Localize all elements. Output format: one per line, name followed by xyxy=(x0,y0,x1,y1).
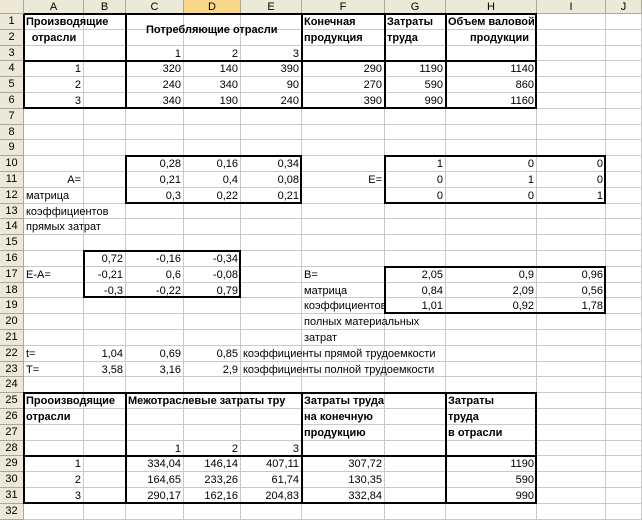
cell-e11[interactable]: 0,08 xyxy=(277,174,299,186)
cell-c29[interactable]: 334,04 xyxy=(147,458,181,471)
cell-a25[interactable]: Прооизводящие xyxy=(26,395,116,408)
cell-a12[interactable]: матрица xyxy=(26,189,70,202)
cell-a14[interactable]: прямых затрат xyxy=(26,221,101,234)
row-header-19[interactable]: 19 xyxy=(0,298,24,314)
row-header-14[interactable]: 14 xyxy=(0,219,24,235)
column-header-d[interactable]: D xyxy=(184,0,241,14)
cell-g5[interactable]: 590 xyxy=(424,79,443,92)
cell-c3[interactable]: 1 xyxy=(174,47,181,60)
row-header-31[interactable]: 31 xyxy=(0,488,24,504)
cell-c5[interactable]: 240 xyxy=(162,79,181,92)
row-header-5[interactable]: 5 xyxy=(0,77,24,93)
cell-g1[interactable]: Затраты xyxy=(387,16,434,28)
row-header-8[interactable]: 8 xyxy=(0,125,24,141)
cell-c22[interactable]: 0,69 xyxy=(159,347,181,360)
row-header-29[interactable]: 29 xyxy=(0,456,24,472)
row-header-21[interactable]: 21 xyxy=(0,330,24,346)
cell-i11[interactable]: 0 xyxy=(596,174,603,186)
cell-b22[interactable]: 1,04 xyxy=(101,347,123,360)
row-header-24[interactable]: 24 xyxy=(0,377,24,393)
cell-c16[interactable]: -0,16 xyxy=(155,253,181,265)
cell-f19[interactable]: коэффициентов xyxy=(304,300,387,313)
cell-f1[interactable]: Конечная xyxy=(304,16,356,28)
row-header-2[interactable]: 2 xyxy=(0,30,24,46)
cell-a4[interactable]: 1 xyxy=(74,63,81,76)
cell-e30[interactable]: 61,74 xyxy=(271,474,299,487)
cell-f17[interactable]: B= xyxy=(304,268,318,281)
row-header-10[interactable]: 10 xyxy=(0,156,24,172)
cell-a5[interactable]: 2 xyxy=(74,79,81,92)
cell-d16[interactable]: -0,34 xyxy=(212,253,238,265)
cell-f2[interactable]: продукция xyxy=(304,31,363,44)
cell-g11[interactable]: 0 xyxy=(436,174,443,186)
cell-e3[interactable]: 3 xyxy=(292,47,299,60)
cell-f27[interactable]: продукцию xyxy=(304,426,366,439)
row-header-22[interactable]: 22 xyxy=(0,346,24,362)
row-header-26[interactable]: 26 xyxy=(0,409,24,425)
row-header-15[interactable]: 15 xyxy=(0,235,24,251)
cell-h6[interactable]: 1160 xyxy=(510,95,534,107)
row-header-18[interactable]: 18 xyxy=(0,283,24,299)
row-header-25[interactable]: 25 xyxy=(0,393,24,409)
cell-h1[interactable]: Объем валовой xyxy=(448,16,535,28)
cell-d22[interactable]: 0,85 xyxy=(216,347,238,360)
cell-g2[interactable]: труда xyxy=(387,31,418,44)
row-header-6[interactable]: 6 xyxy=(0,93,24,109)
column-header-b[interactable]: B xyxy=(84,0,126,14)
row-header-28[interactable]: 28 xyxy=(0,441,24,457)
cell-c25[interactable]: Межотраслевые затраты тру xyxy=(128,395,286,408)
cell-a26[interactable]: отрасли xyxy=(26,411,71,423)
matrix-e-minus-a-border xyxy=(83,250,241,298)
cell-c31[interactable]: 290,17 xyxy=(147,490,181,502)
cell-c1[interactable]: Потребляющие отрасли xyxy=(146,23,278,36)
cell-e10[interactable]: 0,34 xyxy=(277,158,299,171)
cell-a29[interactable]: 1 xyxy=(74,458,81,471)
row-header-12[interactable]: 12 xyxy=(0,188,24,204)
column-header-g[interactable]: G xyxy=(385,0,446,14)
labor-table-border xyxy=(23,392,537,504)
cell-c23[interactable]: 3,16 xyxy=(159,363,181,376)
cell-d17[interactable]: -0,08 xyxy=(212,268,238,281)
row-header-3[interactable]: 3 xyxy=(0,46,24,62)
cell-d12[interactable]: 0,22 xyxy=(216,189,238,202)
cell-c18[interactable]: -0,22 xyxy=(155,284,181,297)
cell-d28[interactable]: 2 xyxy=(231,442,238,455)
row-header-11[interactable]: 11 xyxy=(0,172,24,188)
cell-f29[interactable]: 307,72 xyxy=(348,458,382,471)
cell-f18[interactable]: матрица xyxy=(304,284,348,297)
row-header-9[interactable]: 9 xyxy=(0,140,24,156)
cell-f4[interactable]: 290 xyxy=(363,63,382,76)
row-header-17[interactable]: 17 xyxy=(0,267,24,283)
cell-c30[interactable]: 164,65 xyxy=(147,474,181,487)
cell-h10[interactable]: 0 xyxy=(527,158,534,171)
column-header-i[interactable]: I xyxy=(537,0,606,14)
cell-f20[interactable]: полных материальных xyxy=(304,316,420,329)
column-header-f[interactable]: F xyxy=(302,0,385,14)
cell-a22[interactable]: t= xyxy=(26,347,36,360)
cell-h2[interactable]: продукции xyxy=(470,31,529,44)
column-header-c[interactable]: C xyxy=(126,0,184,14)
cell-e6[interactable]: 240 xyxy=(280,95,299,107)
cell-c17[interactable]: 0,6 xyxy=(165,268,181,281)
cell-a23[interactable]: T= xyxy=(26,363,40,376)
cell-h18[interactable]: 2,09 xyxy=(512,284,534,297)
cell-i12[interactable]: 1 xyxy=(596,189,603,202)
select-all-corner[interactable] xyxy=(0,0,24,14)
matrix-e-border xyxy=(384,155,606,203)
cell-g6[interactable]: 990 xyxy=(424,95,443,107)
cell-a30[interactable]: 2 xyxy=(74,474,81,487)
cell-d3[interactable]: 2 xyxy=(231,47,238,60)
cell-h31[interactable]: 990 xyxy=(515,490,534,502)
row-header-32[interactable]: 32 xyxy=(0,504,24,520)
cell-h4[interactable]: 1140 xyxy=(510,63,534,76)
cell-h27[interactable]: в отрасли xyxy=(448,426,503,439)
cell-f6[interactable]: 390 xyxy=(363,95,382,107)
cell-d23[interactable]: 2,9 xyxy=(222,363,238,376)
cell-c10[interactable]: 0,28 xyxy=(159,158,181,171)
cell-h30[interactable]: 590 xyxy=(515,474,534,487)
row-header-7[interactable]: 7 xyxy=(0,109,24,125)
cell-e5[interactable]: 90 xyxy=(286,79,299,92)
cell-b23[interactable]: 3,58 xyxy=(101,363,123,376)
column-header-j[interactable]: J xyxy=(606,0,642,14)
cell-h5[interactable]: 860 xyxy=(515,79,534,92)
cell-c11[interactable]: 0,21 xyxy=(159,174,181,186)
row-header-30[interactable]: 30 xyxy=(0,472,24,488)
row-header-23[interactable]: 23 xyxy=(0,362,24,378)
cell-f31[interactable]: 332,84 xyxy=(348,490,382,502)
cell-b18[interactable]: -0,3 xyxy=(104,284,123,297)
row-header-1[interactable]: 1 xyxy=(0,14,24,30)
cell-h11[interactable]: 1 xyxy=(527,174,534,186)
column-header-e[interactable]: E xyxy=(241,0,302,14)
row-header-4[interactable]: 4 xyxy=(0,61,24,77)
cell-g12[interactable]: 0 xyxy=(436,189,443,202)
cell-g4[interactable]: 1190 xyxy=(419,63,443,76)
matrix-b-border xyxy=(384,266,606,314)
cell-i19[interactable]: 1,78 xyxy=(581,300,603,313)
row-header-27[interactable]: 27 xyxy=(0,425,24,441)
column-header-h[interactable]: H xyxy=(446,0,537,14)
cell-g19[interactable]: 1,01 xyxy=(421,300,443,313)
cell-a2[interactable]: отрасли xyxy=(31,31,77,44)
cell-h26[interactable]: труда xyxy=(448,411,479,423)
cell-e22[interactable]: коэффициенты прямой трудоемкости xyxy=(243,347,436,360)
cell-h12[interactable]: 0 xyxy=(527,189,534,202)
cell-d29[interactable]: 146,14 xyxy=(204,458,238,471)
cell-f21[interactable]: затрат xyxy=(304,332,337,344)
cell-d18[interactable]: 0,79 xyxy=(216,284,238,297)
cell-h29[interactable]: 1190 xyxy=(510,458,534,471)
cell-a11[interactable]: A= xyxy=(67,174,81,186)
cell-c6[interactable]: 340 xyxy=(162,95,181,107)
cell-d4[interactable]: 140 xyxy=(219,63,238,76)
cell-i10[interactable]: 0 xyxy=(596,158,603,171)
cell-g18[interactable]: 0,84 xyxy=(421,284,443,297)
cell-b17[interactable]: -0,21 xyxy=(97,268,123,281)
cell-g17[interactable]: 2,05 xyxy=(421,268,443,281)
cell-a1[interactable]: Производящие xyxy=(26,16,109,28)
cell-e23[interactable]: коэффициенты полной трудоемкости xyxy=(243,363,435,376)
cell-c28[interactable]: 1 xyxy=(174,442,181,455)
cell-f30[interactable]: 130,35 xyxy=(348,474,382,487)
cell-f25[interactable]: Затраты труда xyxy=(304,395,384,408)
row-header-16[interactable]: 16 xyxy=(0,251,24,267)
cell-b16[interactable]: 0,72 xyxy=(101,253,123,265)
cell-e29[interactable]: 407,11 xyxy=(266,458,299,471)
cell-i17[interactable]: 0,96 xyxy=(581,268,603,281)
cell-a17[interactable]: E-A= xyxy=(26,268,51,281)
cell-d30[interactable]: 233,26 xyxy=(204,474,238,487)
cell-d31[interactable]: 162,16 xyxy=(204,490,238,502)
cell-e31[interactable]: 204,83 xyxy=(265,490,299,502)
cell-h25[interactable]: Затраты xyxy=(448,395,495,408)
cell-e4[interactable]: 390 xyxy=(280,63,299,76)
column-header-a[interactable]: A xyxy=(24,0,84,14)
cell-e28[interactable]: 3 xyxy=(292,442,299,455)
cell-a6[interactable]: 3 xyxy=(74,95,81,107)
cell-h19[interactable]: 0,92 xyxy=(512,300,534,313)
row-header-13[interactable]: 13 xyxy=(0,204,24,220)
cell-d10[interactable]: 0,16 xyxy=(216,158,238,171)
cell-a31[interactable]: 3 xyxy=(74,490,81,502)
cell-g10[interactable]: 1 xyxy=(436,158,443,171)
cell-i18[interactable]: 0,56 xyxy=(581,284,603,297)
cell-h17[interactable]: 0,9 xyxy=(518,268,534,281)
cell-f11[interactable]: E= xyxy=(368,174,382,186)
cell-f26[interactable]: на конечную xyxy=(304,411,373,423)
cell-f5[interactable]: 270 xyxy=(363,79,382,92)
cell-c4[interactable]: 320 xyxy=(162,63,181,76)
matrix-a-border xyxy=(125,155,302,203)
cell-d11[interactable]: 0,4 xyxy=(222,174,238,186)
cell-c12[interactable]: 0,3 xyxy=(165,189,181,202)
cell-d6[interactable]: 190 xyxy=(219,95,238,107)
cell-d5[interactable]: 340 xyxy=(219,79,238,92)
cell-a13[interactable]: коэффициентов xyxy=(26,205,109,218)
cell-e12[interactable]: 0,21 xyxy=(277,189,299,202)
row-header-20[interactable]: 20 xyxy=(0,314,24,330)
